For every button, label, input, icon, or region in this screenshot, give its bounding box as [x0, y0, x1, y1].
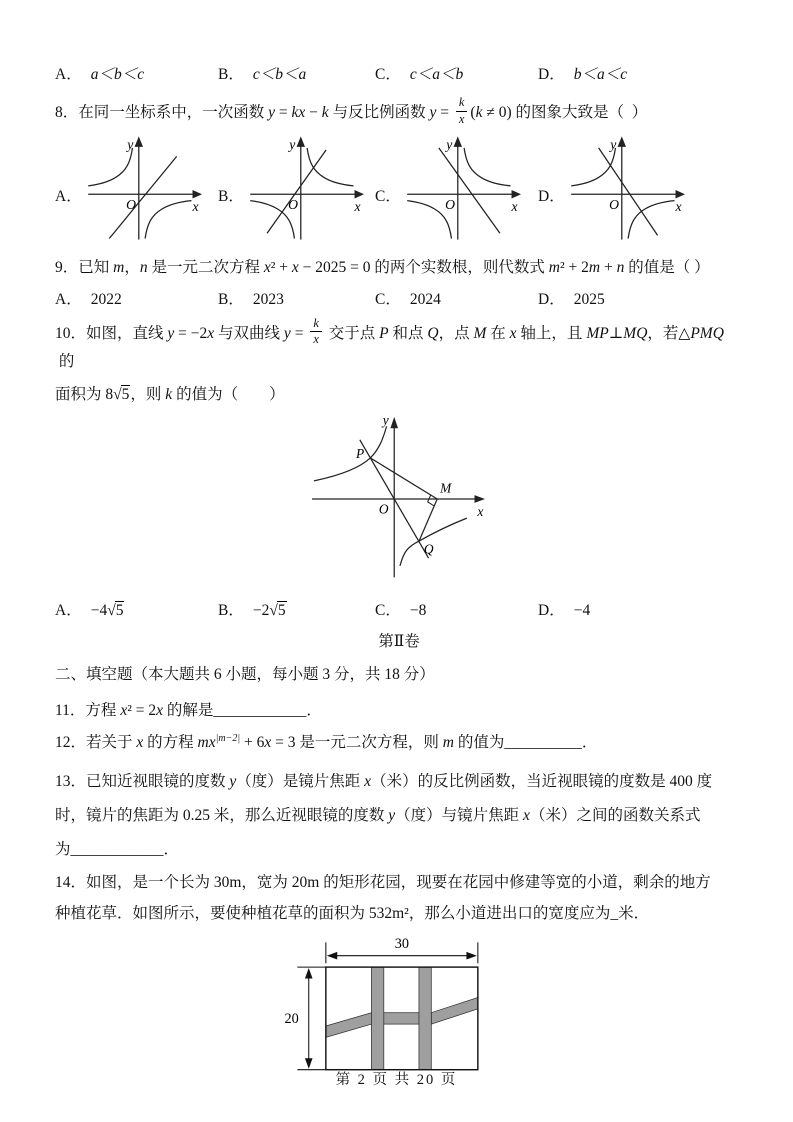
option-value: −4	[573, 602, 591, 619]
math-variable: MQ	[623, 325, 648, 343]
origin-label: O	[125, 196, 136, 212]
math-variable: y	[229, 773, 237, 790]
graph-c-svg	[403, 135, 521, 243]
point-m-label: M	[440, 480, 452, 496]
option-item	[55, 287, 218, 309]
option-item	[218, 62, 375, 84]
option-label: B．	[218, 602, 244, 619]
question-8-text: 8．在同一坐标系中，一次函数 y = kx − k 与反比例函数 y = $\frac{k}{x}$ (k ≠ 0) 的图象大致是（ ）	[55, 95, 648, 126]
math-variable: n	[139, 258, 148, 276]
graph-b-svg	[246, 135, 364, 243]
math-variable: m	[442, 734, 454, 751]
y-axis-arrow	[453, 136, 461, 147]
x-axis-arrow	[354, 190, 363, 198]
q7-options-row	[55, 62, 743, 84]
option-label: D．	[538, 187, 565, 205]
math-variable: x	[136, 734, 144, 751]
q10-figure	[55, 413, 743, 590]
q14-garden-svg	[264, 931, 534, 1083]
hyperbola-branch-q4	[145, 200, 191, 238]
option-item	[538, 598, 743, 620]
option-value	[91, 601, 125, 619]
math-fraction: $\frac{k}{x}$	[310, 317, 322, 348]
hyperbola-branch-q4	[628, 200, 674, 238]
option-label: C．	[375, 187, 401, 205]
hyperbola-branch-q2	[314, 426, 387, 480]
q8-graph-option-b	[218, 135, 375, 243]
option-item	[55, 598, 218, 620]
line-graph	[439, 147, 500, 232]
math-square-root: −4√5	[90, 602, 124, 619]
q14-figure	[55, 931, 743, 1088]
q10-graph-svg	[294, 413, 504, 585]
option-label: D．	[538, 290, 565, 308]
math-variable: y	[283, 325, 291, 343]
question-14-line2: 种植花草．如图所示，要使种植花草的面积为 532m²，那么小道进出口的宽度应为_米．	[55, 905, 650, 922]
x-axis-arrow	[675, 190, 684, 198]
math-variable: m	[113, 258, 125, 276]
math-variable: k	[321, 103, 329, 121]
q10-options-row	[55, 598, 743, 620]
math-variable: a＜b＜c	[90, 66, 145, 83]
math-variable: m	[588, 258, 601, 276]
question-9-text: 9．已知 m，n 是一元二次方程 x² + x − 2025 = 0 的两个实数根，则代数式 m² + 2m + n 的值是（ ）	[55, 258, 710, 276]
option-item	[218, 598, 375, 620]
math-variable: x	[263, 258, 271, 276]
option-label: C．	[375, 290, 401, 308]
math-variable: b＜a＜c	[573, 66, 628, 83]
origin-label: O	[444, 196, 455, 212]
math-variable: x	[523, 807, 530, 824]
math-variable: k	[475, 103, 483, 121]
hyperbola-branch-q2	[571, 147, 615, 185]
math-fraction: $\frac{k}{x}$	[456, 96, 468, 127]
walkway-diagonal-left	[326, 1013, 372, 1038]
option-label: B．	[218, 290, 244, 308]
option-item	[538, 287, 743, 309]
option-label: B．	[218, 66, 244, 83]
origin-label: O	[378, 501, 389, 517]
width-dimension-label: 30	[394, 936, 409, 953]
y-axis-arrow	[296, 136, 304, 147]
math-square-root: −2√5	[252, 602, 286, 619]
graph-d-svg	[567, 135, 685, 243]
fill-section-header: 二、填空题（本大题共 6 小题，每小题 3 分，共 18 分）	[55, 666, 435, 683]
y-axis-arrow	[390, 417, 398, 428]
math-variable: M	[473, 325, 487, 343]
q8-graph-option-a	[55, 135, 218, 243]
segment-pm	[370, 458, 437, 499]
page-footer: 第 2 页 共 20 页	[335, 1072, 458, 1088]
height-dimension-label: 20	[284, 1011, 299, 1028]
math-variable: x	[291, 258, 299, 276]
question-11-text: 11．方程 x² = 2x 的解是____________．	[55, 702, 322, 719]
math-variable: y	[429, 103, 437, 121]
walkway-vertical-left	[371, 967, 383, 1070]
math-variable: x	[509, 325, 517, 343]
origin-label: O	[608, 196, 619, 212]
math-variable: y	[167, 325, 175, 343]
x-axis-label: x	[675, 198, 682, 214]
option-value: 2024	[409, 290, 441, 308]
option-value	[410, 66, 463, 83]
option-value: −8	[409, 602, 427, 619]
walkway-diagonal-right	[431, 998, 478, 1025]
part2-title: 第Ⅱ卷	[378, 633, 420, 650]
math-variable: PMQ	[690, 325, 724, 343]
q8-graph-option-d	[538, 135, 743, 243]
option-item	[375, 598, 538, 620]
line-graph	[267, 150, 326, 233]
math-variable: n	[616, 258, 625, 276]
x-axis-label: x	[354, 198, 361, 214]
math-variable: Q	[427, 325, 439, 343]
x-axis-arrow	[474, 495, 485, 503]
option-label: C．	[375, 66, 401, 83]
math-square-root: 8√5	[105, 386, 130, 403]
point-p-label: P	[356, 445, 365, 461]
q9-options-row	[55, 287, 743, 309]
math-variable: y	[388, 807, 396, 824]
math-variable: x	[207, 325, 215, 343]
option-label: D．	[538, 602, 565, 619]
y-axis-label: y	[446, 136, 453, 152]
hyperbola-branch-q2	[88, 147, 132, 185]
question-10-text-line2: 面积为 8√5，则 k 的值为（ ）	[55, 386, 285, 403]
math-variable: x	[120, 702, 128, 719]
segment-mq	[419, 499, 437, 541]
question-13-line2: 时，镜片的焦距为 0.25 米，那么近视眼镜的度数 y（度）与镜片焦距 x（米）之间的函数关系式	[55, 807, 701, 824]
line-graph	[598, 147, 657, 234]
question-13-line1: 13．已知近视眼镜的度数 y（度）是镜片焦距 x（米）的反比例函数，当近视眼镜的度数是 400 度	[55, 773, 713, 790]
x-axis-arrow	[192, 190, 201, 198]
y-axis-label: y	[289, 136, 296, 152]
math-variable: c＜a＜b	[409, 66, 464, 83]
walkway-vertical-right	[419, 967, 431, 1070]
option-label: C．	[375, 602, 401, 619]
hyperbola-branch-q1	[464, 147, 510, 185]
option-value	[91, 66, 144, 83]
option-value	[253, 601, 287, 619]
question-12-text: 12．若关于 x 的方程 $mx^{|m-2|} + 6x = 3$ 是一元二次方程，则 m 的值为__________．	[55, 732, 598, 751]
option-label: A．	[55, 187, 82, 205]
point-q-label: Q	[423, 541, 434, 557]
option-label: A．	[55, 290, 82, 308]
dim-arrow-top-end	[305, 968, 313, 978]
graph-a-svg	[84, 135, 202, 243]
math-variable: MP	[586, 325, 609, 343]
x-axis-label: x	[192, 198, 199, 214]
math-variable: x	[264, 734, 272, 751]
dim-arrow-right-end	[466, 952, 476, 960]
y-axis-label: y	[382, 413, 389, 428]
option-value: 2023	[252, 290, 284, 308]
q8-graph-option-c	[375, 135, 538, 243]
math-variable: P	[379, 325, 389, 343]
option-item	[375, 62, 538, 84]
math-variable: c＜b＜a	[252, 66, 307, 83]
math-variable: x	[156, 702, 163, 719]
math-variable: mx	[197, 734, 216, 751]
q8-graphs-row	[55, 135, 743, 243]
line-graph	[109, 156, 176, 238]
option-label: A．	[55, 602, 82, 619]
math-variable: k	[165, 386, 173, 403]
y-axis-label: y	[126, 136, 133, 152]
math-variable: m	[548, 258, 560, 276]
option-value: 2022	[90, 290, 122, 308]
dim-arrow-left-end	[327, 952, 337, 960]
question-14-line1: 14．如图，是一个长为 30m，宽为 20m 的矩形花园，现要在花园中修建等宽的小道，剩余的地方	[55, 874, 711, 891]
option-label: B．	[218, 187, 244, 205]
option-item	[55, 62, 218, 84]
option-value: 2025	[573, 290, 605, 308]
option-label: D．	[538, 66, 565, 83]
y-axis-label: y	[609, 136, 616, 152]
option-item	[538, 62, 743, 84]
option-item	[375, 287, 538, 309]
y-axis-arrow	[617, 136, 625, 147]
math-exponent: |m−2|	[215, 732, 241, 744]
math-variable: y	[268, 103, 276, 121]
option-value	[253, 66, 306, 83]
option-label: A．	[55, 66, 82, 83]
x-axis-label: x	[477, 504, 484, 520]
question-10-text-line1: 10．如图，直线 y = −2 x 与双曲线 y = $\frac{k}{x}$ 交于点 P 和点 Q ，点 M 在 x 轴上，且 MP ⊥ MQ ，若△ PMQ 的	[55, 315, 724, 370]
math-variable: x	[364, 773, 372, 790]
option-item	[218, 287, 375, 309]
question-13-line3: 为____________．	[55, 841, 180, 858]
option-value	[574, 66, 627, 83]
math-variable: kx	[291, 103, 306, 121]
y-axis-arrow	[134, 136, 142, 147]
x-axis-arrow	[511, 190, 520, 198]
x-axis-label: x	[511, 198, 518, 214]
origin-label: O	[287, 196, 298, 212]
